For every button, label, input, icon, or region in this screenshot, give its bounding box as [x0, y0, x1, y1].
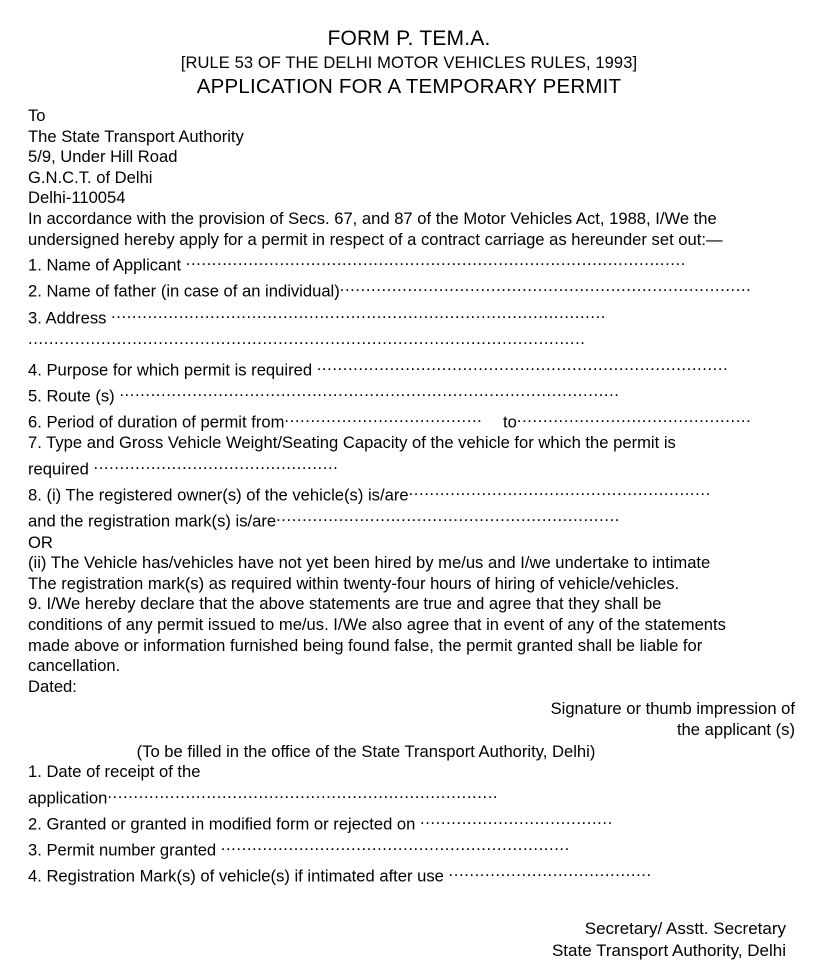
- form-body: [0, 106, 818, 697]
- office-section-body: [0, 762, 818, 887]
- field-period-label: 6. Period of duration of permit from: [28, 412, 285, 432]
- field-purpose-dots: ...............................................................................: [316, 354, 729, 374]
- field-name-of-father[interactable]: [28, 276, 796, 302]
- addressee-street: 5/9, Under Hill Road: [28, 147, 178, 167]
- signature-line-1: Signature or thumb impression of: [550, 699, 795, 719]
- footer-line-1: Secretary/ Asstt. Secretary: [584, 918, 786, 938]
- signature-line-2: the applicant (s): [676, 719, 795, 739]
- office-field-permit-number[interactable]: [28, 835, 796, 861]
- declaration-line-3: made above or information furnished being found false, the permit granted shall be liable for: [28, 635, 703, 655]
- field-vehicle-type-line-1: 7. Type and Gross Vehicle Weight/Seating Capacity of the vehicle for which the permit is: [28, 433, 676, 453]
- addressee-postcode: Delhi-110054: [28, 188, 126, 208]
- preamble-line-2: undersigned hereby apply for a permit in respect of a contract carriage as hereunder set out:—: [28, 229, 723, 249]
- footer-signature-block: [0, 918, 818, 962]
- field-not-yet-hired-line-2: The registration mark(s) as required within twenty-four hours of hiring of vehicle/vehicles.: [28, 573, 680, 593]
- addressee-to-label: To: [28, 106, 46, 125]
- form-header: [0, 0, 818, 100]
- field-address-label: 3. Address: [28, 308, 112, 328]
- field-period-to-label: to: [498, 412, 517, 432]
- declaration-line-2: conditions of any permit issued to me/us. I/We also agree that in event of any of the statements: [28, 615, 726, 634]
- field-purpose-label: 4. Purpose for which permit is required: [28, 360, 317, 380]
- field-name-of-father-label: 2. Name of father (in case of an individual): [28, 281, 340, 301]
- field-name-of-father-dots: ...............................................................................: [339, 276, 752, 296]
- field-name-of-applicant-dots: ................................................................................................: [185, 250, 686, 270]
- office-field-registration-mark-label: 4. Registration Mark(s) of vehicle(s) if intimated after use: [28, 866, 449, 886]
- form-title: FORM P. TEM.A.: [327, 27, 491, 50]
- field-address[interactable]: [28, 303, 796, 329]
- field-dated-label[interactable]: Dated:: [28, 676, 77, 696]
- field-period-of-duration[interactable]: [28, 407, 796, 433]
- office-field-date-of-receipt-line-1: 1. Date of receipt of the: [28, 762, 201, 782]
- office-field-permit-number-dots: ...................................................................: [220, 835, 570, 855]
- office-field-application-dots: ...........................................................................: [107, 782, 499, 802]
- office-field-date-of-receipt-line-2[interactable]: [28, 783, 796, 809]
- office-field-permit-number-label: 3. Permit number granted: [28, 840, 221, 860]
- field-vehicle-type-dots: ...............................................: [93, 454, 339, 474]
- field-registered-owners-dots: ..........................................................: [408, 480, 711, 500]
- field-period-from-dots: ......................................: [284, 407, 483, 427]
- addressee-region: G.N.C.T. of Delhi: [28, 167, 153, 187]
- footer-line-2: State Transport Authority, Delhi: [551, 940, 786, 960]
- field-address-dots: ...............................................................................................: [111, 302, 607, 322]
- field-vehicle-type-label: required: [28, 459, 94, 479]
- office-field-registration-mark-dots: .......................................: [448, 861, 652, 881]
- rule-reference: [RULE 53 OF THE DELHI MOTOR VEHICLES RULES, 1993]: [180, 54, 638, 72]
- field-period-to-dots: .............................................: [516, 407, 752, 427]
- declaration-line-4: cancellation.: [28, 656, 121, 676]
- field-not-yet-hired-line-1: (ii) The Vehicle has/vehicles have not yet been hired by me/us and I/we undertake to intimate: [28, 553, 711, 573]
- field-vehicle-type-line-2[interactable]: [28, 454, 796, 480]
- addressee-authority: The State Transport Authority: [28, 126, 244, 146]
- field-routes-label: 5. Route (s): [28, 386, 120, 406]
- field-registration-marks-label: and the registration mark(s) is/are: [28, 512, 277, 532]
- field-routes-dots: ................................................................................................: [119, 381, 620, 401]
- field-registration-marks[interactable]: [28, 506, 796, 532]
- field-name-of-applicant-label: 1. Name of Applicant: [28, 255, 186, 275]
- office-field-registration-mark[interactable]: [28, 861, 796, 887]
- field-registration-marks-dots: ..................................................................: [276, 506, 620, 526]
- office-field-granted-dots: .....................................: [420, 808, 613, 828]
- office-field-application-label: application: [28, 788, 108, 808]
- preamble-line-1: In accordance with the provision of Secs. 67, and 87 of the Motor Vehicles Act, 1988, I/We the: [28, 208, 717, 228]
- field-address-overflow-dots: ...........................................................................................................: [28, 328, 586, 348]
- field-address-overflow[interactable]: [28, 329, 796, 355]
- application-title: APPLICATION FOR A TEMPORARY PERMIT: [196, 75, 622, 98]
- or-separator-label: OR: [28, 532, 53, 552]
- field-registered-owners-label: 8. (i) The registered owner(s) of the vehicle(s) is/are: [28, 485, 409, 505]
- field-registered-owners[interactable]: [28, 480, 796, 506]
- field-name-of-applicant[interactable]: [28, 250, 796, 276]
- office-field-granted-label: 2. Granted or granted in modified form or rejected on: [28, 814, 421, 834]
- declaration-line-1: 9. I/We hereby declare that the above statements are true and agree that they shall be: [28, 594, 662, 614]
- office-field-granted-or-rejected[interactable]: [28, 809, 796, 835]
- signature-block: [0, 699, 818, 740]
- office-section-heading: (To be filled in the office of the State Transport Authority, Delhi): [136, 741, 596, 761]
- field-purpose[interactable]: [28, 355, 796, 381]
- field-routes[interactable]: [28, 381, 796, 407]
